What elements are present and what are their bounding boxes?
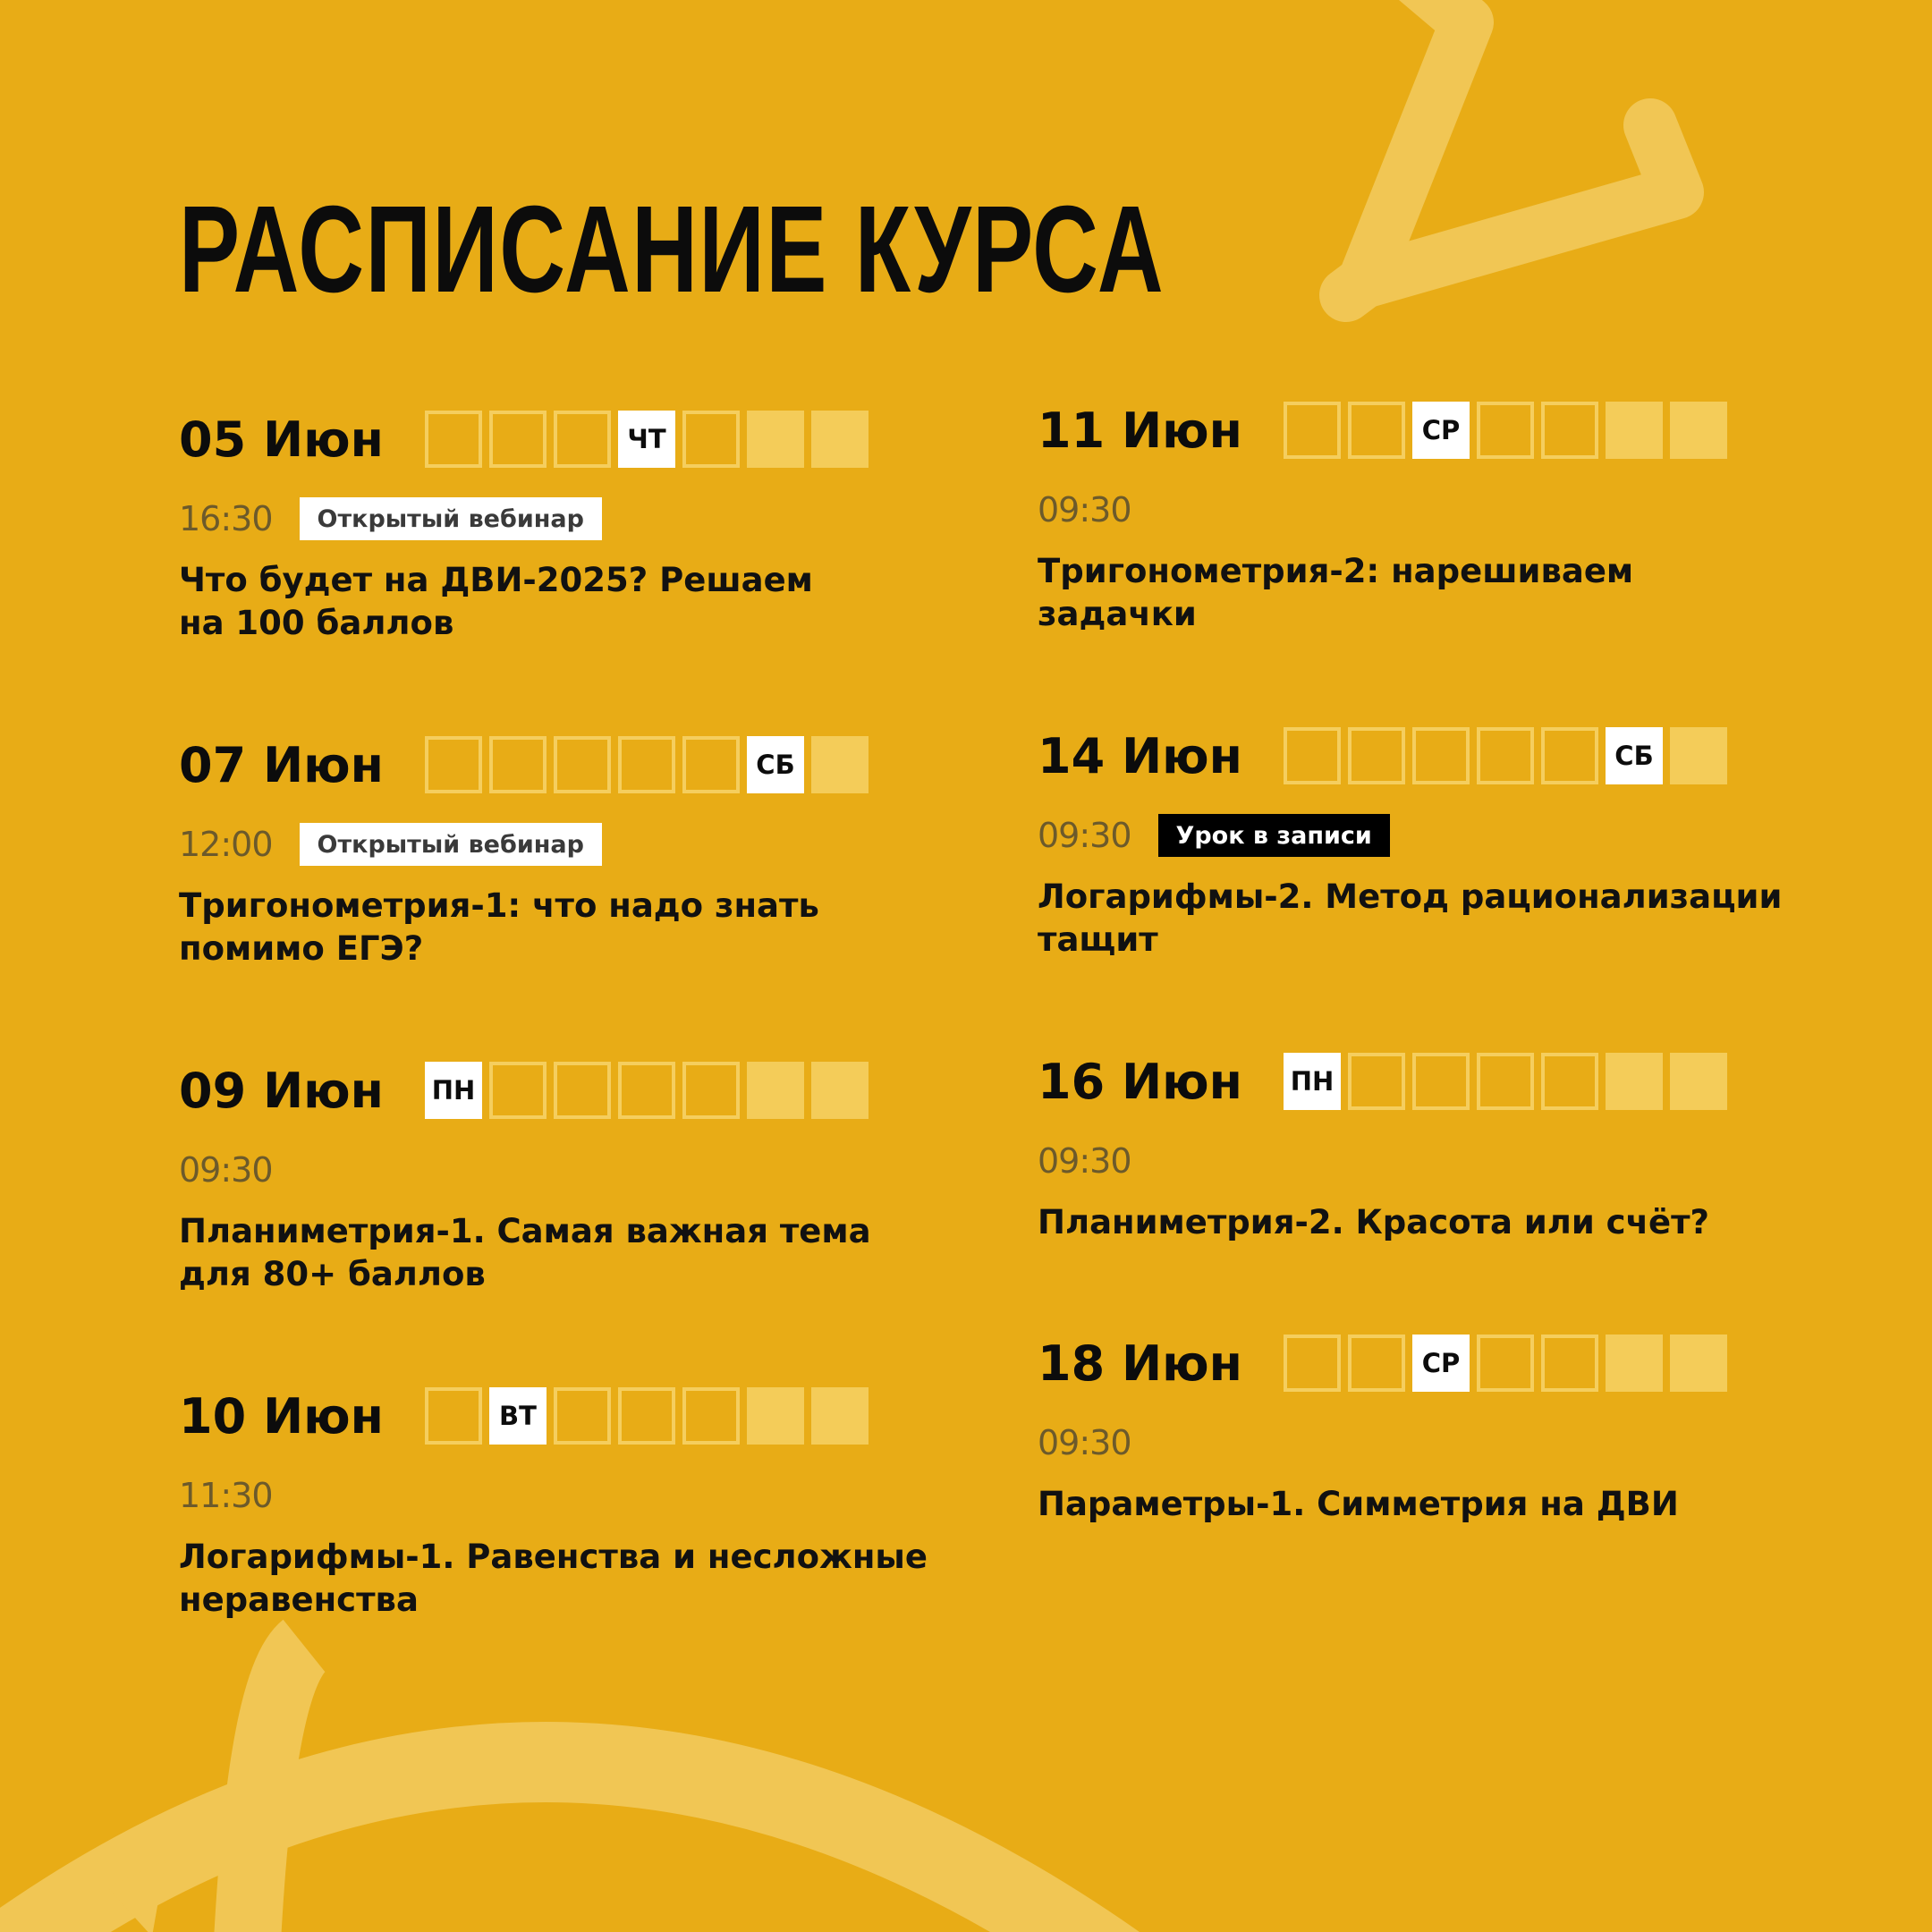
entry-header xyxy=(1038,1053,1843,1112)
entry-time: 11:30 xyxy=(179,1476,273,1515)
weekend-day-cell xyxy=(747,1062,804,1119)
week-strip xyxy=(1284,727,1727,784)
entry-date: 16 Июн xyxy=(1038,1054,1242,1110)
day-cell xyxy=(1284,1335,1341,1392)
day-cell xyxy=(1541,1053,1598,1110)
active-day: СБ xyxy=(747,736,804,793)
description-line: помимо ЕГЭ? xyxy=(179,929,424,968)
schedule-entry xyxy=(1038,1053,1843,1244)
active-day: ПН xyxy=(1284,1053,1341,1110)
entry-description xyxy=(1038,1201,1843,1244)
entry-description xyxy=(179,885,984,970)
entry-date: 05 Июн xyxy=(179,411,384,468)
description-line: Что будет на ДВИ-2025? Решаем xyxy=(179,561,813,599)
entry-meta xyxy=(1038,1420,1843,1465)
day-cell xyxy=(489,411,547,468)
day-cell xyxy=(1348,1053,1405,1110)
entry-meta xyxy=(1038,487,1843,532)
day-cell xyxy=(489,736,547,793)
description-line: неравенства xyxy=(179,1580,419,1619)
checkmark-decoration-foot xyxy=(1346,282,1364,295)
weekend-day-cell xyxy=(1606,1335,1663,1392)
day-cell xyxy=(425,736,482,793)
weekend-day-cell xyxy=(1670,1335,1727,1392)
entry-meta xyxy=(1038,1139,1843,1183)
entry-badge: Открытый вебинар xyxy=(300,823,602,866)
entry-header xyxy=(1038,727,1843,786)
active-day: ЧТ xyxy=(618,411,675,468)
day-cell xyxy=(1477,402,1534,459)
day-cell xyxy=(682,411,740,468)
entry-date: 09 Июн xyxy=(179,1063,384,1119)
entry-time: 09:30 xyxy=(1038,490,1131,530)
active-day: ПН xyxy=(425,1062,482,1119)
schedule-entry xyxy=(179,1062,984,1296)
day-cell xyxy=(1348,1335,1405,1392)
day-cell xyxy=(554,1062,611,1119)
entry-description xyxy=(1038,876,1843,962)
entry-header xyxy=(179,411,984,470)
entry-description xyxy=(1038,1483,1843,1526)
entry-header xyxy=(179,1387,984,1446)
weekend-day-cell xyxy=(811,736,869,793)
weekend-day-cell xyxy=(1606,1053,1663,1110)
description-line: Логарифмы-1. Равенства и несложные xyxy=(179,1538,928,1576)
description-line: Тригонометрия-2: нарешиваем xyxy=(1038,552,1634,590)
week-strip xyxy=(425,1062,869,1119)
week-strip xyxy=(425,411,869,468)
entry-date: 07 Июн xyxy=(179,737,384,793)
page-title: РАСПИСАНИЕ КУРСА xyxy=(179,181,1165,318)
day-cell xyxy=(618,1387,675,1445)
description-line: задачки xyxy=(1038,595,1197,633)
day-cell xyxy=(1284,402,1341,459)
entry-meta xyxy=(179,1148,984,1192)
day-cell xyxy=(425,1387,482,1445)
entry-description xyxy=(179,559,984,645)
day-cell xyxy=(618,1062,675,1119)
entry-badge: Открытый вебинар xyxy=(300,497,602,540)
weekend-day-cell xyxy=(1670,727,1727,784)
entry-header xyxy=(179,1062,984,1121)
day-cell xyxy=(618,736,675,793)
description-line: Логарифмы-2. Метод рационализации xyxy=(1038,877,1783,916)
entry-header xyxy=(179,736,984,795)
description-line: Планиметрия-2. Красота или счёт? xyxy=(1038,1203,1710,1241)
day-cell xyxy=(554,736,611,793)
day-cell xyxy=(1477,727,1534,784)
day-cell xyxy=(682,1387,740,1445)
entry-time: 09:30 xyxy=(1038,816,1131,855)
entry-description xyxy=(179,1210,984,1296)
entry-date: 14 Июн xyxy=(1038,728,1242,784)
entry-time: 09:30 xyxy=(1038,1423,1131,1462)
day-cell xyxy=(1477,1335,1534,1392)
entry-date: 18 Июн xyxy=(1038,1335,1242,1392)
schedule-entry xyxy=(179,1387,984,1622)
checkmark-decoration xyxy=(1364,0,1677,282)
arc-decoration xyxy=(0,1762,1181,1932)
day-cell xyxy=(1541,727,1598,784)
active-day: ВТ xyxy=(489,1387,547,1445)
day-cell xyxy=(1348,402,1405,459)
day-cell xyxy=(554,411,611,468)
description-line: Планиметрия-1. Самая важная тема xyxy=(179,1212,871,1250)
description-line: на 100 баллов xyxy=(179,604,454,642)
weekend-day-cell xyxy=(1670,1053,1727,1110)
entry-header xyxy=(1038,1335,1843,1394)
schedule-entry xyxy=(1038,1335,1843,1526)
schedule-entry xyxy=(1038,402,1843,636)
day-cell xyxy=(1412,727,1470,784)
description-line: Тригонометрия-1: что надо знать xyxy=(179,886,819,925)
description-line: тащит xyxy=(1038,920,1158,959)
entry-meta xyxy=(179,1473,984,1518)
day-cell xyxy=(489,1062,547,1119)
week-strip xyxy=(425,736,869,793)
entry-time: 12:00 xyxy=(179,825,273,864)
entry-date: 11 Июн xyxy=(1038,402,1242,459)
day-cell xyxy=(425,411,482,468)
day-cell xyxy=(682,736,740,793)
week-strip xyxy=(1284,402,1727,459)
active-day: СР xyxy=(1412,402,1470,459)
description-line: Параметры-1. Симметрия на ДВИ xyxy=(1038,1485,1679,1523)
day-cell xyxy=(1541,1335,1598,1392)
entry-date: 10 Июн xyxy=(179,1388,384,1445)
weekend-day-cell xyxy=(1670,402,1727,459)
schedule-entry xyxy=(179,411,984,645)
day-cell xyxy=(554,1387,611,1445)
week-strip xyxy=(1284,1335,1727,1392)
day-cell xyxy=(1477,1053,1534,1110)
schedule-entry xyxy=(179,736,984,970)
active-day: СБ xyxy=(1606,727,1663,784)
weekend-day-cell xyxy=(747,411,804,468)
entry-meta xyxy=(179,822,984,867)
weekend-day-cell xyxy=(811,1387,869,1445)
entry-meta xyxy=(179,496,984,541)
schedule-entry xyxy=(1038,727,1843,962)
week-strip xyxy=(425,1387,869,1445)
entry-description xyxy=(179,1536,984,1622)
day-cell xyxy=(682,1062,740,1119)
description-line: для 80+ баллов xyxy=(179,1255,486,1293)
week-strip xyxy=(1284,1053,1727,1110)
weekend-day-cell xyxy=(811,1062,869,1119)
day-cell xyxy=(1541,402,1598,459)
day-cell xyxy=(1348,727,1405,784)
entry-time: 16:30 xyxy=(179,499,273,538)
weekend-day-cell xyxy=(747,1387,804,1445)
entry-header xyxy=(1038,402,1843,461)
entry-time: 09:30 xyxy=(1038,1141,1131,1181)
entry-badge: Урок в записи xyxy=(1158,814,1390,857)
weekend-day-cell xyxy=(811,411,869,468)
entry-description xyxy=(1038,550,1843,636)
entry-meta xyxy=(1038,813,1843,858)
day-cell xyxy=(1412,1053,1470,1110)
active-day: СР xyxy=(1412,1335,1470,1392)
day-cell xyxy=(1284,727,1341,784)
weekend-day-cell xyxy=(1606,402,1663,459)
entry-time: 09:30 xyxy=(179,1150,273,1190)
